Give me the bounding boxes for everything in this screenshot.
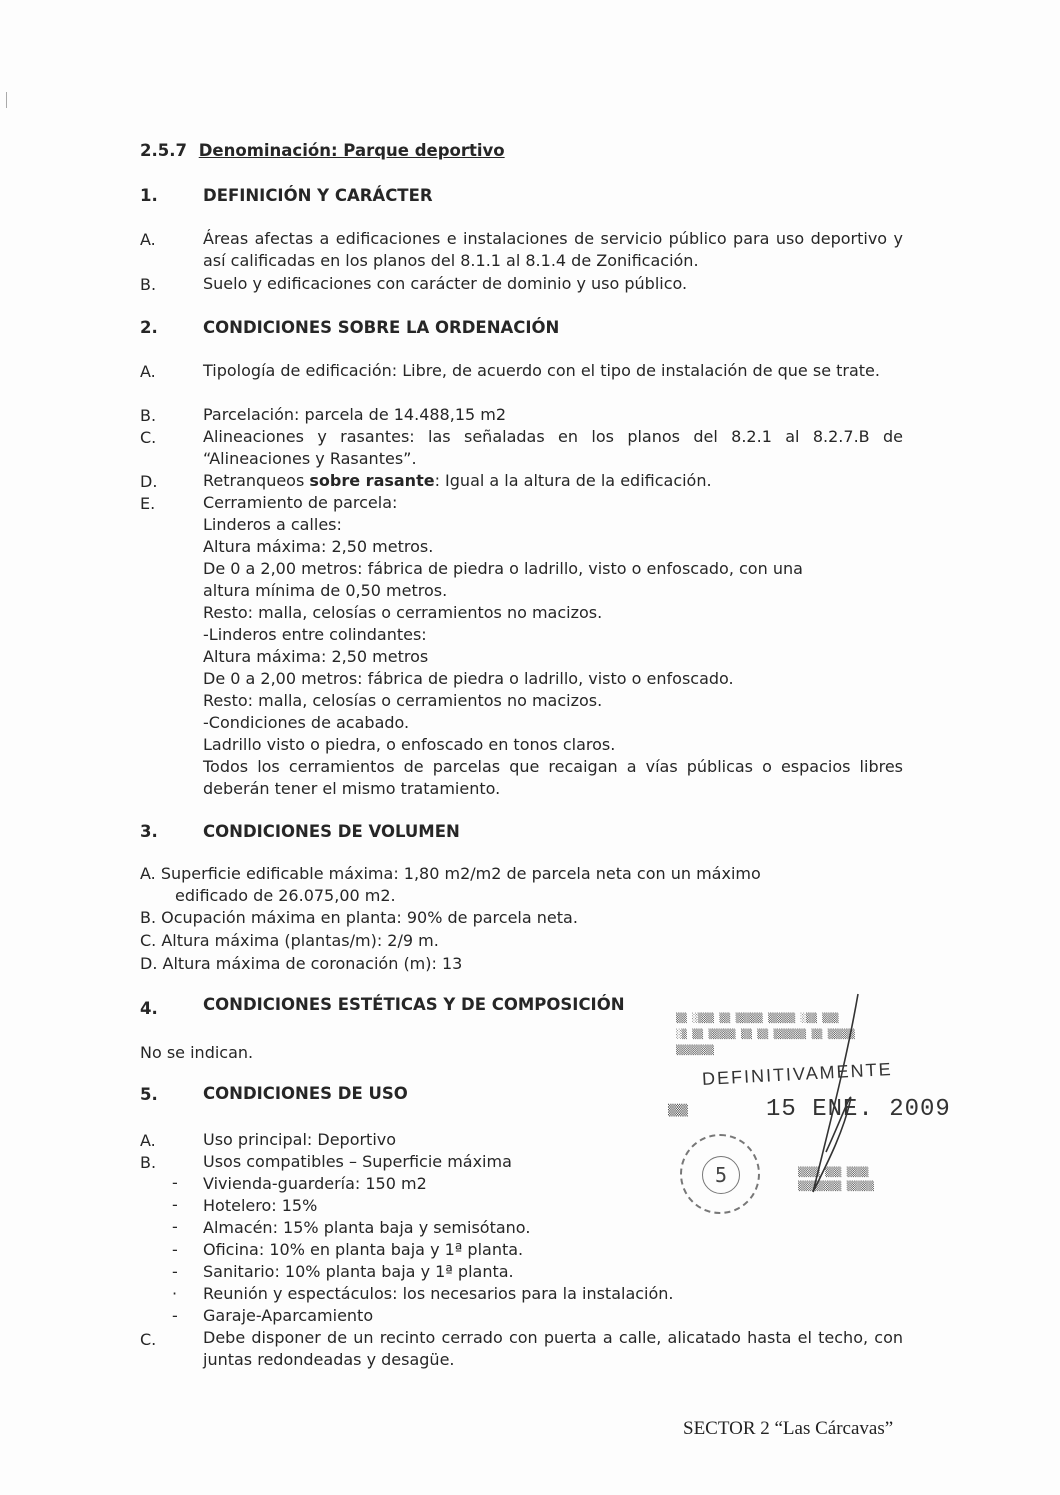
bullet-dash: -: [172, 1173, 178, 1192]
s1-item-b-text: Suelo y edificaciones con carácter de dominio y uso público.: [203, 274, 688, 293]
s3-item-c: C. Altura máxima (plantas/m): 2/9 m.: [140, 931, 439, 950]
s5-item-b-text: Usos compatibles – Superficie máxima: [203, 1152, 512, 1171]
s4-text: No se indican.: [140, 1043, 254, 1062]
section-5-number: 5.: [140, 1085, 158, 1104]
bullet-dash: -: [172, 1262, 178, 1281]
bullet-dash: ·: [172, 1284, 178, 1303]
s2-item-c-label: C.: [140, 428, 157, 447]
s5-use-item: Garaje-Aparcamiento: [203, 1306, 374, 1325]
handwritten-signature: [788, 992, 878, 1222]
s2-item-b-label: B.: [140, 406, 157, 425]
title-text: Denominación: Parque deportivo: [198, 141, 505, 160]
s3-item-d: D. Altura máxima de coronación (m): 13: [140, 954, 463, 973]
s5-use-item: Sanitario: 10% planta baja y 1ª planta.: [203, 1262, 514, 1281]
stamp-date-prefix: ▒▒▒: [668, 1104, 688, 1117]
s1-item-b-label: B.: [140, 275, 157, 294]
s2-item-d-label: D.: [140, 472, 158, 491]
s2-item-c-text: Alineaciones y rasantes: las señaladas en los planos del 8.2.1 al 8.2.7.B de “Alineaciones y Rasantes”.: [203, 427, 903, 468]
s2-e-line: -Condiciones de acabado.: [203, 713, 410, 732]
s5-item-c-text: Debe disponer de un recinto cerrado con puerta a calle, alicatado hasta el techo, con juntas redondeadas y desagüe.: [203, 1328, 903, 1369]
approval-stamp: [668, 992, 968, 1222]
s2-e-line: Ladrillo visto o piedra, o enfoscado en tonos claros.: [203, 735, 616, 754]
stamp-faded-line: ░▒ ▒▒ ▒▒▒▒▒ ▒▒ ▒▒ ▒▒▒▒▒▒ ▒▒ ▒▒▒▒▒: [676, 1030, 855, 1040]
s1-item-a-label: A.: [140, 230, 156, 249]
s5-use-item: Vivienda-guardería: 150 m2: [203, 1174, 427, 1193]
bullet-dash: -: [172, 1217, 178, 1236]
s5-item-a-label: A.: [140, 1131, 156, 1150]
s2-e-last: Todos los cerramientos de parcelas que recaigan a vías públicas o espacios libres deberán tener el mismo tratamiento.: [203, 757, 903, 798]
s5-use-item: Almacén: 15% planta baja y semisótano.: [203, 1218, 531, 1237]
s2-e-line: altura mínima de 0,50 metros.: [203, 581, 448, 600]
s2-item-a-text: Tipología de edificación: Libre, de acuerdo con el tipo de instalación de que se trate.: [203, 361, 880, 380]
s5-item-a-text: Uso principal: Deportivo: [203, 1130, 397, 1149]
s2-item-e-label: E.: [140, 494, 156, 513]
s2-e-line: De 0 a 2,00 metros: fábrica de piedra o ladrillo, visto o enfoscado.: [203, 669, 734, 688]
s5-use-item: Oficina: 10% en planta baja y 1ª planta.: [203, 1240, 524, 1259]
document-title: [140, 141, 505, 160]
s2-item-d-bold: sobre rasante: [309, 471, 435, 490]
s2-e-line: De 0 a 2,00 metros: fábrica de piedra o ladrillo, visto o enfoscado, con una: [203, 559, 803, 578]
s2-item-b-text: Parcelación: parcela de 14.488,15 m2: [203, 405, 507, 424]
page-footer: SECTOR 2 “Las Cárcavas”: [683, 1418, 894, 1439]
s3-item-a-cont: edificado de 26.075,00 m2.: [175, 886, 396, 905]
s2-e-line: Resto: malla, celosías o cerramientos no macizos.: [203, 691, 603, 710]
s5-item-c-label: C.: [140, 1330, 157, 1349]
stamp-faded-line: ▒▒▒▒▒▒▒: [676, 1046, 714, 1056]
bullet-dash: -: [172, 1306, 178, 1325]
s2-e-line: Altura máxima: 2,50 metros.: [203, 537, 434, 556]
section-1-number: 1.: [140, 186, 158, 205]
s2-item-a-label: A.: [140, 362, 156, 381]
s2-item-d-post: : Igual a la altura de la edificación.: [434, 471, 712, 490]
stamp-faded-line: ▒▒ ░▒▒▒ ▒▒ ▒▒▒▒▒ ▒▒▒▒▒ ░▒▒ ▒▒▒: [676, 1014, 839, 1024]
section-3-number: 3.: [140, 822, 158, 841]
section-4-number: 4.: [140, 999, 158, 1018]
s2-item-d-pre: Retranqueos: [203, 471, 310, 490]
section-4-heading: CONDICIONES ESTÉTICAS Y DE COMPOSICIÓN: [203, 995, 625, 1014]
title-number: 2.5.7: [140, 141, 187, 160]
stamp-signature-text: ▒▒▒▒ ▒▒▒ ▒▒▒▒: [798, 1168, 869, 1178]
stamp-date: 15 ENE. 2009: [766, 1096, 951, 1123]
section-1-heading: DEFINICIÓN Y CARÁCTER: [203, 186, 433, 205]
bullet-dash: -: [172, 1240, 178, 1259]
s5-item-b-label: B.: [140, 1153, 157, 1172]
stamp-signature-text: ▒▒▒▒▒▒▒▒ ▒▒▒▒▒: [798, 1182, 874, 1192]
section-2-heading: CONDICIONES SOBRE LA ORDENACIÓN: [203, 318, 560, 337]
s2-e-line: Resto: malla, celosías o cerramientos no macizos.: [203, 603, 603, 622]
official-seal: [680, 1134, 760, 1214]
section-5-heading: CONDICIONES DE USO: [203, 1084, 408, 1103]
stamp-status: DEFINITIVAMENTE: [701, 1059, 894, 1089]
s2-item-d-text: [203, 470, 712, 492]
s2-e-line: -Linderos entre colindantes:: [203, 625, 427, 644]
s3-item-a: A. Superficie edificable máxima: 1,80 m2/m2 de parcela neta con un máximo: [140, 864, 761, 883]
s2-e-line: Altura máxima: 2,50 metros: [203, 647, 429, 666]
s5-use-item: Reunión y espectáculos: los necesarios para la instalación.: [203, 1284, 674, 1303]
section-3-heading: CONDICIONES DE VOLUMEN: [203, 822, 460, 841]
s2-e-line: Cerramiento de parcela:: [203, 493, 398, 512]
s2-e-line: Linderos a calles:: [203, 515, 342, 534]
seal-number: 5: [702, 1156, 740, 1194]
scan-edge-mark: [6, 92, 7, 108]
s1-item-a-text: Áreas afectas a edificaciones e instalaciones de servicio público para uso deportivo y así calificadas en los planos del 8.1.1 al 8.1.4 de Zonificación.: [203, 229, 903, 270]
s3-item-b: B. Ocupación máxima en planta: 90% de parcela neta.: [140, 908, 578, 927]
bullet-dash: -: [172, 1195, 178, 1214]
section-2-number: 2.: [140, 318, 158, 337]
s5-use-item: Hotelero: 15%: [203, 1196, 318, 1215]
